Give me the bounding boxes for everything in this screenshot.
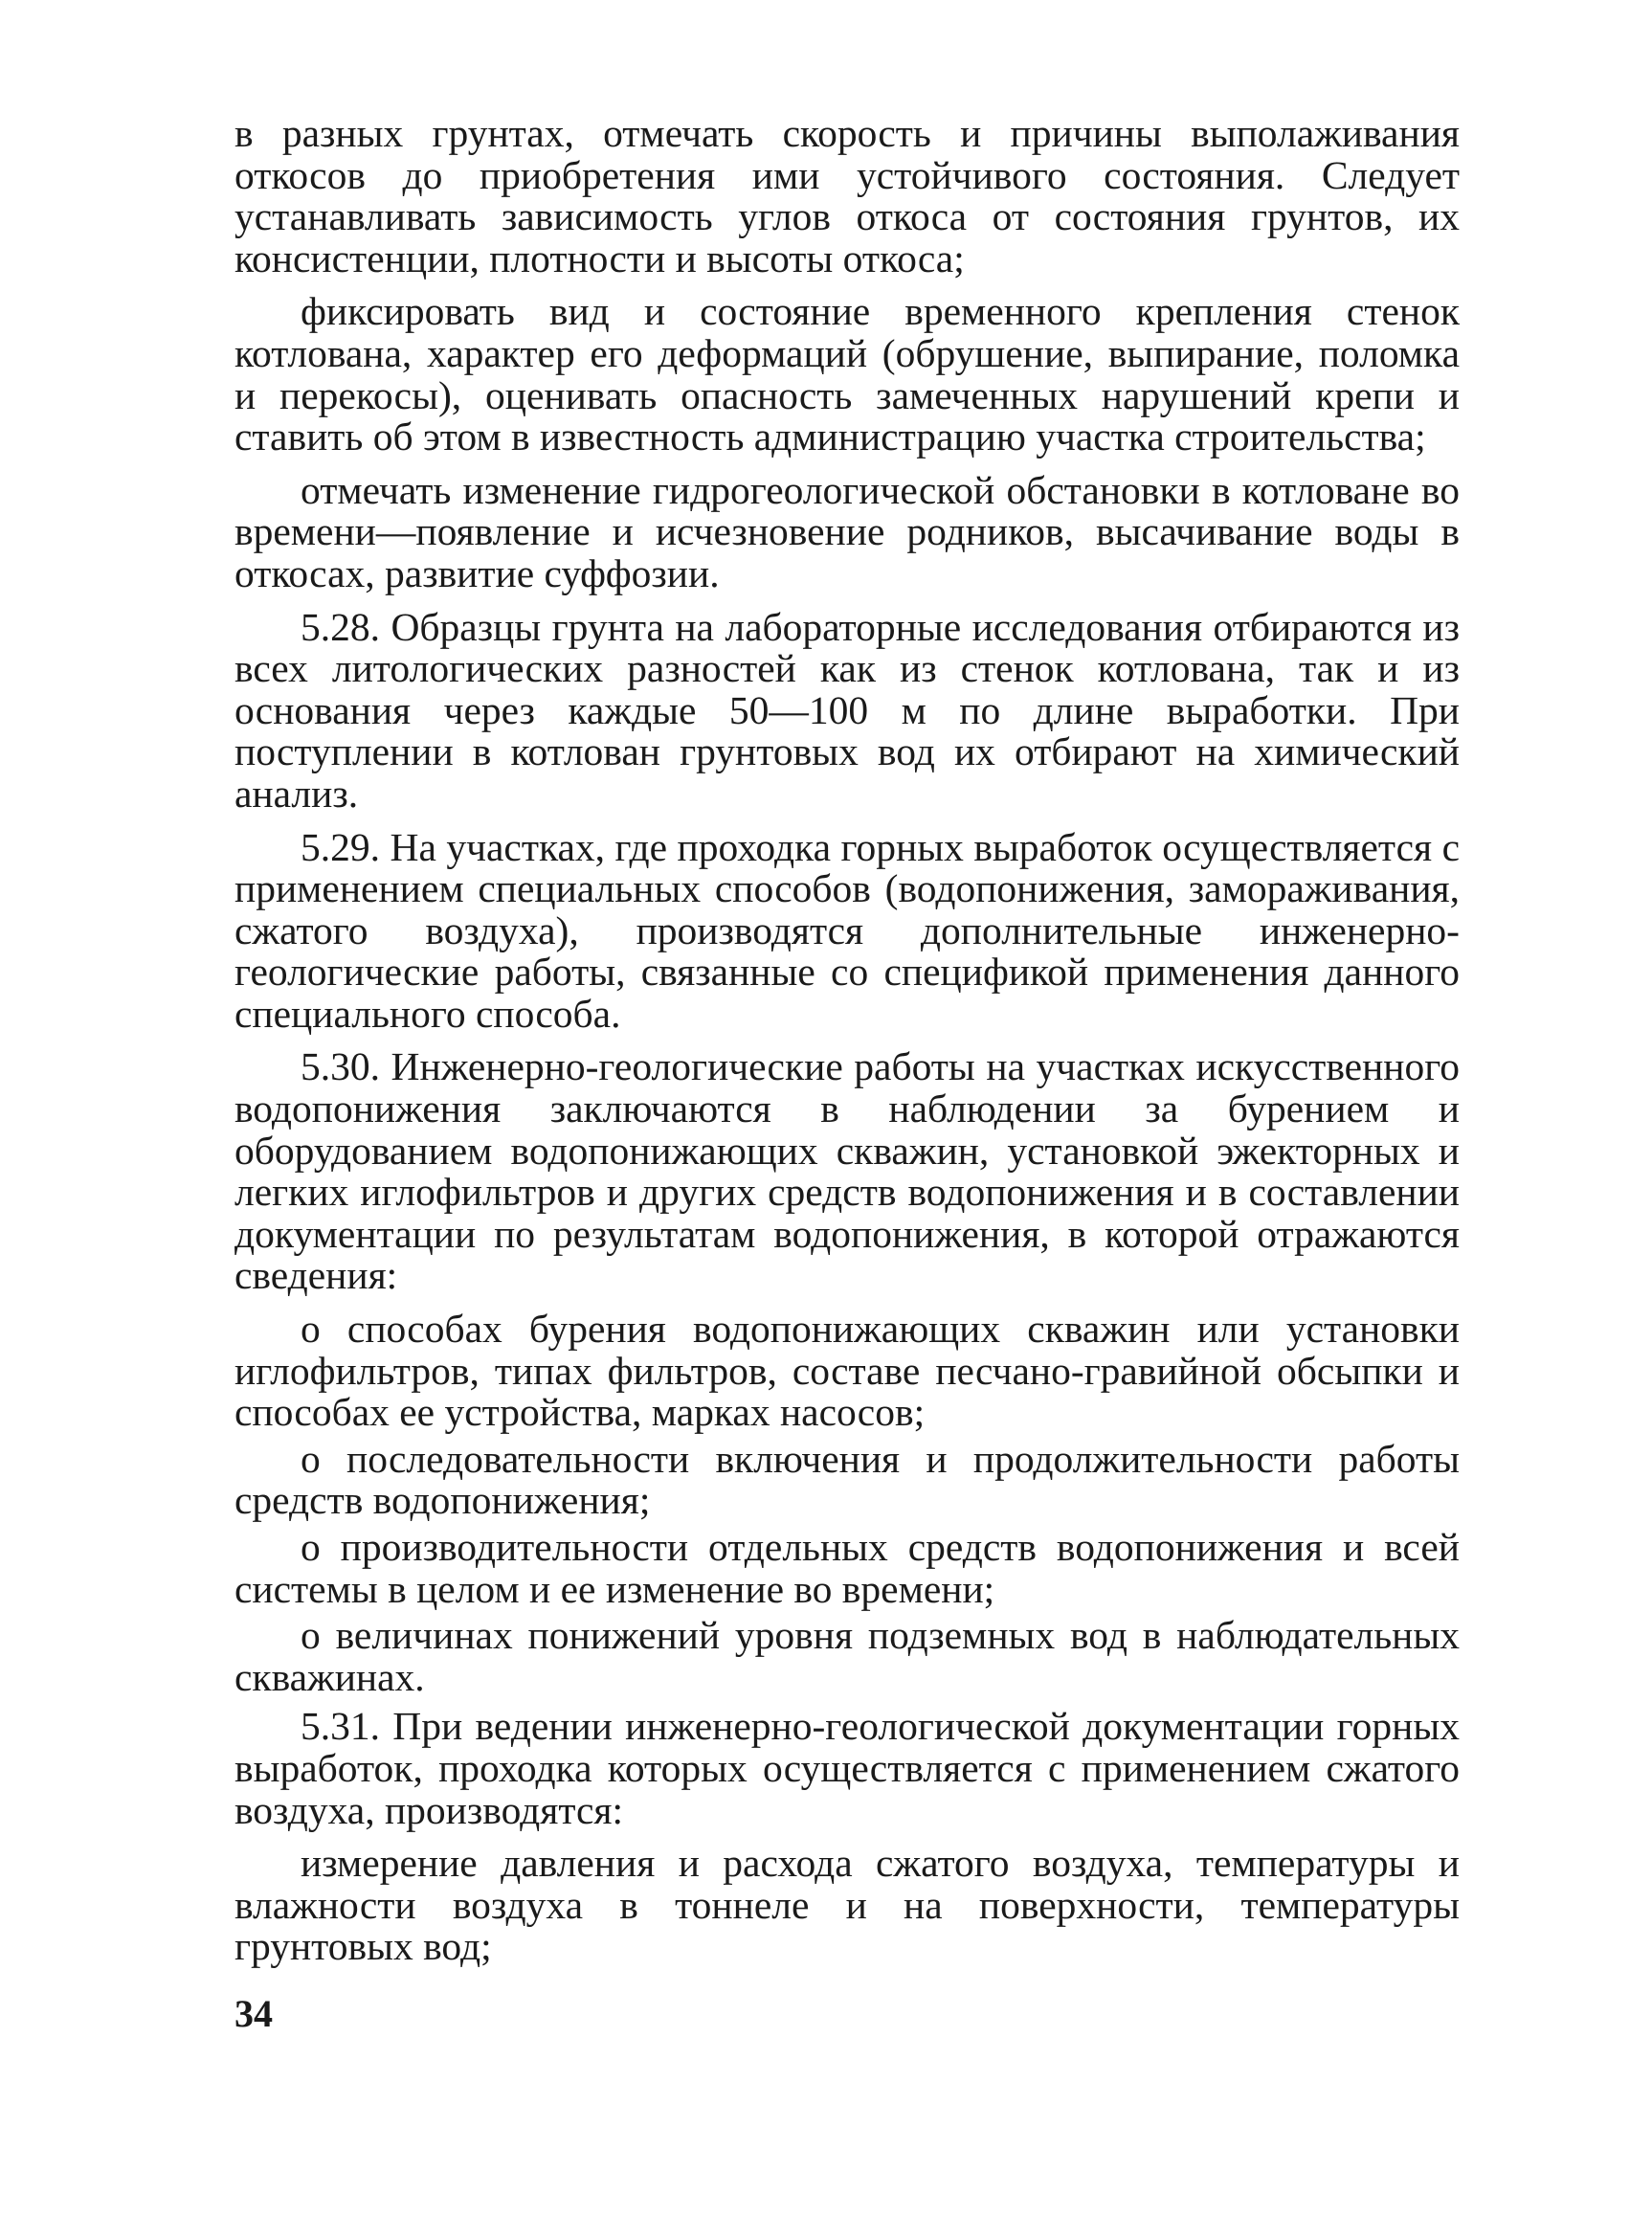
list-item-groundwater-levels: о величинах понижений уровня подземных вод в наблюдательных скважинах.	[234, 1613, 1460, 1699]
paragraph-slope-observations: в разных грунтах, отмечать скорость и причины выполаживания откосов до приобретения ими устойчивого состояния. Следует устанавливать зависимость углов откоса от состояния грунтов, их консистенции, плотности и высоты откоса;	[234, 111, 1460, 280]
list-item-productivity: о производительности отдельных средств водопонижения и всей системы в целом и ее изменение во времени;	[234, 1525, 1460, 1611]
page-number: 34	[234, 1992, 273, 2035]
paragraph-compressed-air-measurements: измерение давления и расхода сжатого воздуха, температуры и влажности воздуха в тоннеле и на поверхности, температуры грунтовых вод;	[234, 1841, 1460, 1969]
paragraph-trench-support: фиксировать вид и состояние временного крепления стенок котлована, характер его деформаций (обрушение, выпирание, поломка и перекосы), оценивать опасность замеченных нарушений крепи и ставить об этом в известность администрацию участка строительства;	[234, 289, 1460, 459]
list-item-sequence: о последовательности включения и продолжительности работы средств водопонижения;	[234, 1436, 1460, 1523]
paragraph-5-29: 5.29. На участках, где проходка горных выработок осуществляется с применением специальных способов (водопонижения, замораживания, сжатого воздуха), производятся дополнительные инженерно-геологические работы, связанные со спецификой применения данного специального способа.	[234, 824, 1460, 1036]
paragraph-hydrogeology-changes: отмечать изменение гидрогеологической обстановки в котловане во времени—появление и исчезновение родников, высачивание воды в откосах, развитие суффозии.	[234, 467, 1460, 595]
paragraph-5-30: 5.30. Инженерно-геологические работы на участках искусственного водопонижения заключаются в наблюдении за бурением и оборудованием водопонижающих скважин, установкой эжекторных и легких иглофильтров и других средств водопонижения и в составлении документации по результатам водопонижения, в которой отражаются сведения:	[234, 1044, 1460, 1298]
document-page	[234, 113, 1460, 1980]
paragraph-5-31: 5.31. При ведении инженерно-геологической документации горных выработок, проходка которых осуществляется с применением сжатого воздуха, производятся:	[234, 1704, 1460, 1832]
list-item-drilling-methods: о способах бурения водопонижающих скважин или установки иглофильтров, типах фильтров, составе песчано-гравийной обсыпки и способах ее устройства, марках насосов;	[234, 1307, 1460, 1435]
paragraph-5-28: 5.28. Образцы грунта на лабораторные исследования отбираются из всех литологических разностей как из стенок котлована, так и из основания через каждые 50—100 м по длине выработки. При поступлении в котлован грунтовых вод их отбирают на химический анализ.	[234, 604, 1460, 816]
